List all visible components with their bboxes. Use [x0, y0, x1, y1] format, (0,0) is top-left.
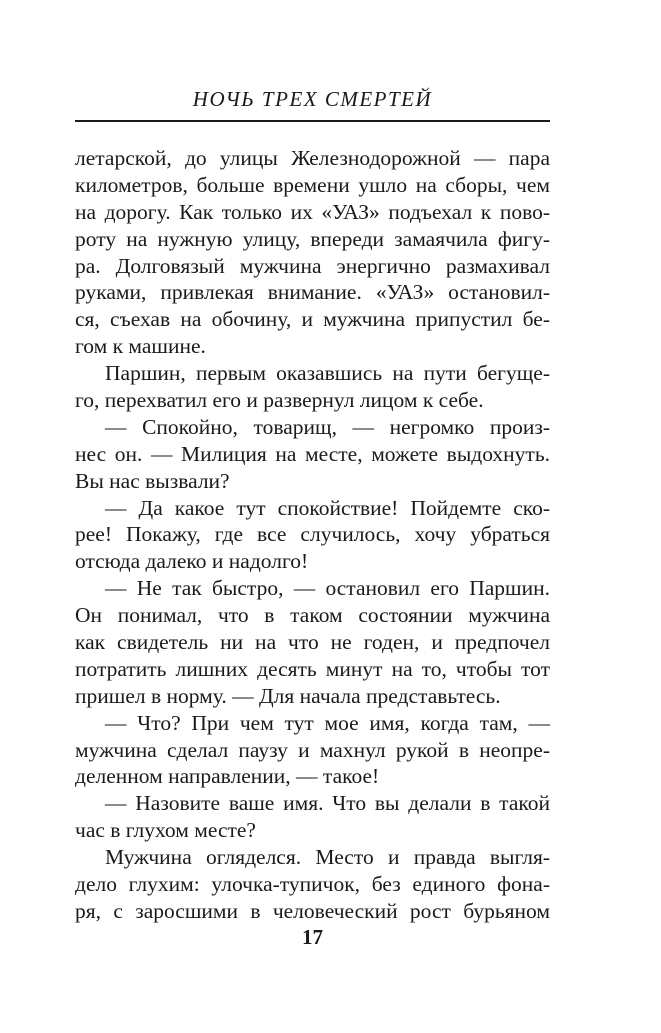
text-line: ря, с заросшими в человеческий рост бурьяном	[75, 898, 550, 923]
text-line: летарской, до улицы Железнодорожной — пара	[75, 146, 550, 170]
text-line: потратить лишних десять минут на то, чтобы тот	[75, 656, 550, 681]
body-text	[75, 145, 550, 925]
text-line: руками, привлекая внимание. «УАЗ» остановил-	[75, 280, 550, 305]
header-rule	[75, 120, 550, 122]
text-line: ся, съехав на обочину, и мужчина припустил бе-	[75, 307, 550, 332]
text-line: Он понимал, что в таком состоянии мужчина	[75, 603, 550, 628]
text-line: деленном направлении, — такое!	[75, 764, 380, 789]
text-line: — Да какое тут спокойствие! Пойдемте ско-	[105, 495, 550, 520]
text-line: Вы нас вызвали?	[75, 468, 230, 493]
text-line: мужчина сделал паузу и махнул рукой в неопре-	[75, 737, 550, 762]
running-title: НОЧЬ ТРЕХ СМЕРТЕЙ	[192, 87, 433, 111]
text-line: пришел в норму. — Для начала представьтесь.	[75, 683, 501, 708]
text-line: отсюда далеко и надолго!	[75, 549, 309, 574]
text-line: рее! Покажу, где все случилось, хочу убраться	[75, 522, 550, 547]
text-line: — Не так быстро, — остановил его Паршин.	[105, 576, 550, 601]
text-line: ра. Долговязый мужчина энергично размахивал	[75, 253, 550, 278]
text-line: — Что? При чем тут мое имя, когда там, —	[105, 710, 550, 735]
text-line: нес он. — Милиция на месте, можете выдохнуть.	[75, 441, 550, 466]
text-line: на дорогу. Как только их «УАЗ» подъехал к пово-	[75, 199, 550, 224]
page-number: 17	[302, 925, 323, 949]
text-line: го, перехватил его и развернул лицом к себе.	[75, 388, 484, 413]
text-line: — Спокойно, товарищ, — негромко произ-	[105, 414, 550, 439]
text-line: гом к машине.	[75, 334, 206, 359]
text-line: Мужчина огляделся. Место и правда выгля-	[105, 845, 550, 870]
text-line: как свидетель ни на что не годен, и предпочел	[75, 630, 550, 655]
text-line: — Назовите ваше имя. Что вы делали в такой	[105, 791, 550, 816]
text-line: Паршин, первым оказавшись на пути бегуще-	[105, 361, 550, 386]
text-line: километров, больше времени ушло на сборы, чем	[75, 172, 550, 197]
text-line: дело глухим: улочка-тупичок, без единого фона-	[75, 872, 550, 897]
text-line: час в глухом месте?	[75, 818, 256, 843]
text-line: роту на нужную улицу, впереди замаячила фигу-	[75, 226, 550, 251]
